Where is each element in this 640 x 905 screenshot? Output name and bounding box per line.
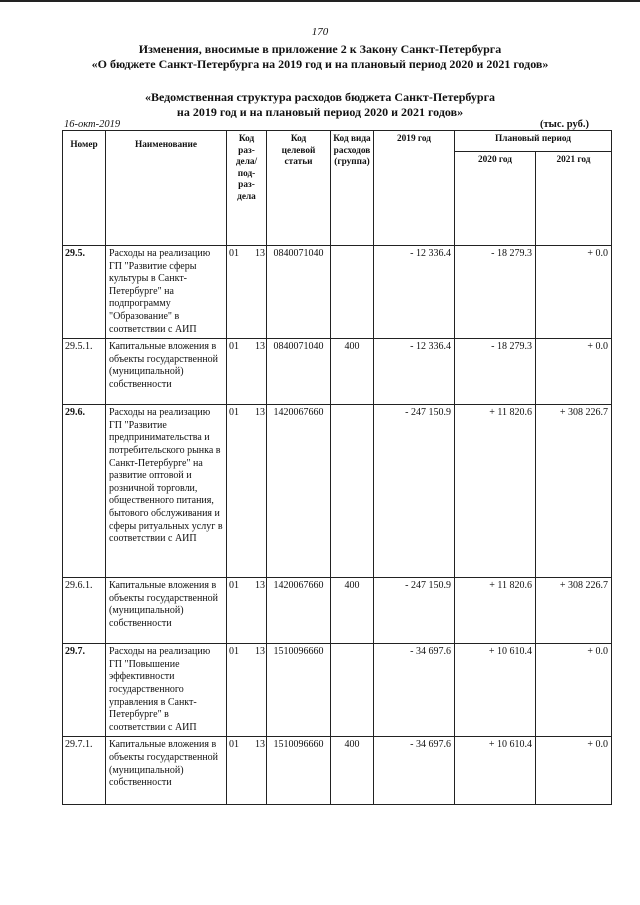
header-razdel: Код раз- дела/ под- раз- дела [227, 131, 267, 246]
row-value-2019: - 12 336.4 [374, 246, 455, 339]
row-target-code: 1420067660 [267, 578, 331, 644]
row-number: 29.5. [63, 246, 106, 339]
row-name: Расходы на реализацию ГП "Развитие сферы культуры в Санкт-Петербурге" на подпрограмму "Образование" в соответствии с АИП [106, 246, 227, 339]
title-line-2: «О бюджете Санкт-Петербурга на 2019 год и на плановый период 2020 и 2021 годов» [91, 57, 549, 71]
row-expense-type: 400 [331, 737, 374, 805]
row-value-2019: - 247 150.9 [374, 405, 455, 578]
row-razdel-code [227, 339, 267, 405]
row-name: Капитальные вложения в объекты государственной (муниципальной) собственности [106, 737, 227, 805]
row-value-2021: + 308 226.7 [536, 405, 612, 578]
row-razdel-code [227, 737, 267, 805]
table-row [63, 578, 612, 644]
header-planned-period: Плановый период [455, 131, 612, 152]
table-row [63, 644, 612, 737]
row-razdel: 01 [229, 646, 239, 658]
row-value-2019: - 12 336.4 [374, 339, 455, 405]
row-razdel: 01 [229, 739, 239, 751]
document-subtitle [0, 90, 640, 120]
row-name: Капитальные вложения в объекты государственной (муниципальной) собственности [106, 578, 227, 644]
row-razdel-code [227, 405, 267, 578]
row-value-2021: + 308 226.7 [536, 578, 612, 644]
row-name: Расходы на реализацию ГП "Развитие предпринимательства и потребительского рынка в Санкт-Петербурге" на развитие оптовой и розничной торговли, общественного питания, бытового обслуживания и сферы ритуальных услуг в соответствии с АИП [106, 405, 227, 578]
subtitle-line-2: на 2019 год и на плановый период 2020 и 2021 годов» [176, 105, 464, 119]
header-csr: Код целевой статьи [267, 131, 331, 246]
row-expense-type [331, 405, 374, 578]
row-value-2020: + 11 820.6 [455, 405, 536, 578]
row-value-2020: + 10 610.4 [455, 644, 536, 737]
row-number: 29.7.1. [63, 737, 106, 805]
row-value-2020: - 18 279.3 [455, 339, 536, 405]
row-podrazdel: 13 [255, 248, 265, 259]
row-value-2021: + 0.0 [536, 246, 612, 339]
header-name: Наименование [106, 131, 227, 246]
row-podrazdel: 13 [255, 739, 265, 751]
expenditure-table [62, 130, 612, 805]
table-row [63, 246, 612, 339]
row-name: Капитальные вложения в объекты государственной (муниципальной) собственности [106, 339, 227, 405]
row-podrazdel: 13 [255, 407, 265, 419]
subtitle-line-1: «Ведомственная структура расходов бюджета Санкт-Петербурга [144, 90, 496, 104]
row-expense-type [331, 644, 374, 737]
page-number: 170 [311, 26, 329, 38]
units-label: (тыс. руб.) [540, 119, 589, 130]
row-value-2021: + 0.0 [536, 737, 612, 805]
row-podrazdel: 13 [255, 646, 265, 658]
title-line-1: Изменения, вносимые в приложение 2 к Закону Санкт-Петербурга [138, 42, 502, 56]
row-value-2020: + 11 820.6 [455, 578, 536, 644]
row-value-2019: - 34 697.6 [374, 737, 455, 805]
row-value-2021: + 0.0 [536, 339, 612, 405]
header-2020: 2020 год [455, 152, 536, 246]
header-vr: Код вида расходов (группа) [331, 131, 374, 246]
row-razdel: 01 [229, 248, 239, 259]
row-razdel: 01 [229, 407, 239, 419]
row-target-code: 1420067660 [267, 405, 331, 578]
table-body [63, 246, 612, 805]
header-number: Номер [63, 131, 106, 246]
row-expense-type [331, 246, 374, 339]
row-number: 29.6.1. [63, 578, 106, 644]
document-title [0, 42, 640, 72]
row-expense-type: 400 [331, 578, 374, 644]
table-row [63, 737, 612, 805]
row-razdel: 01 [229, 341, 239, 353]
row-value-2020: + 10 610.4 [455, 737, 536, 805]
row-value-2019: - 247 150.9 [374, 578, 455, 644]
row-expense-type: 400 [331, 339, 374, 405]
table-row [63, 339, 612, 405]
row-value-2019: - 34 697.6 [374, 644, 455, 737]
table-row [63, 405, 612, 578]
row-number: 29.5.1. [63, 339, 106, 405]
row-target-code: 0840071040 [267, 246, 331, 339]
row-value-2021: + 0.0 [536, 644, 612, 737]
row-target-code: 1510096660 [267, 737, 331, 805]
row-razdel-code [227, 644, 267, 737]
header-2021: 2021 год [536, 152, 612, 246]
row-value-2020: - 18 279.3 [455, 246, 536, 339]
document-date: 16-окт-2019 [64, 119, 121, 130]
header-2019: 2019 год [374, 131, 455, 246]
row-razdel-code [227, 578, 267, 644]
row-name: Расходы на реализацию ГП "Повышение эффективности государственного управления в Санкт-Петербурге" в соответствии с АИП [106, 644, 227, 737]
row-podrazdel: 13 [255, 341, 265, 353]
row-target-code: 1510096660 [267, 644, 331, 737]
row-podrazdel: 13 [255, 580, 265, 592]
row-razdel: 01 [229, 580, 239, 592]
row-target-code: 0840071040 [267, 339, 331, 405]
row-number: 29.7. [63, 644, 106, 737]
row-number: 29.6. [63, 405, 106, 578]
top-rule [0, 0, 640, 2]
row-razdel-code [227, 246, 267, 339]
